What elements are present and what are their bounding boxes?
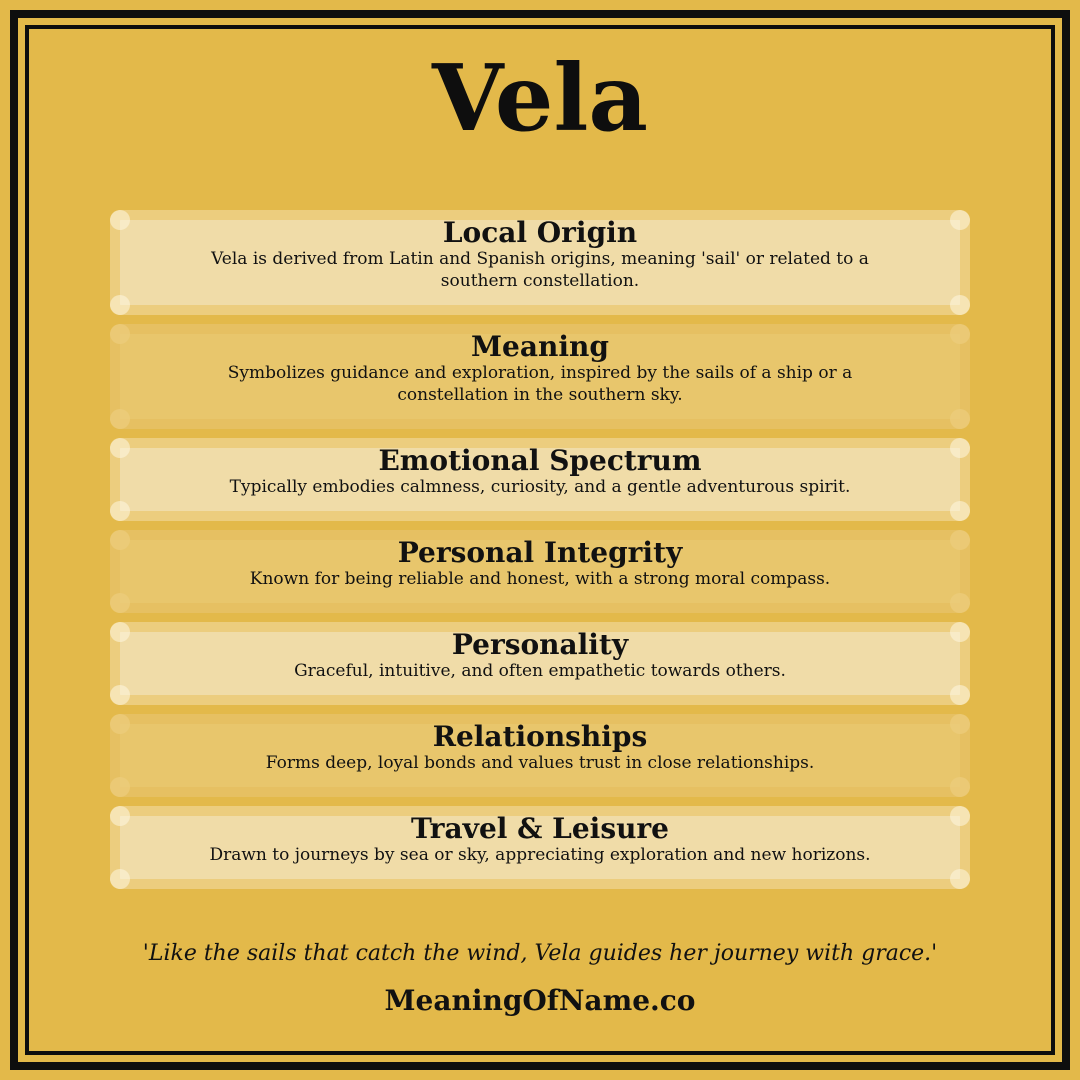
section-heading: Local Origin (442, 216, 638, 249)
page-title: Vela (431, 44, 649, 152)
corner-dot (950, 501, 970, 521)
corner-dot (110, 295, 130, 315)
section-text: Known for being reliable and honest, with a strong moral compass. (249, 569, 831, 589)
corner-dot (950, 777, 970, 797)
section-card-relationships (110, 714, 970, 797)
section-card-travel-leisure (110, 806, 970, 889)
site-name: MeaningOfName.co (384, 984, 696, 1017)
section-heading: Meaning (471, 330, 609, 363)
section-text: Symbolizes guidance and exploration, inspired by the sails of a ship or a constellation in the southern sky. (227, 363, 853, 405)
section-heading: Emotional Spectrum (378, 444, 702, 477)
section-text: Forms deep, loyal bonds and values trust in close relationships. (265, 753, 815, 773)
section-text: Typically embodies calmness, curiosity, and a gentle adventurous spirit. (229, 477, 851, 497)
section-text: Drawn to journeys by sea or sky, appreciating exploration and new horizons. (209, 845, 871, 865)
corner-dot (110, 501, 130, 521)
corner-dot (110, 409, 130, 429)
corner-dot (110, 685, 130, 705)
corner-dot (110, 593, 130, 613)
section-heading: Personal Integrity (397, 536, 683, 569)
section-card-local-origin (110, 210, 970, 315)
section-heading: Travel & Leisure (410, 812, 669, 845)
corner-dot (110, 777, 130, 797)
section-heading: Relationships (432, 720, 648, 753)
section-text: Vela is derived from Latin and Spanish origins, meaning 'sail' or related to a southern constellation. (211, 249, 869, 291)
quote: 'Like the sails that catch the wind, Vela guides her journey with grace.' (142, 941, 938, 966)
section-card-personal-integrity (110, 530, 970, 613)
corner-dot (950, 869, 970, 889)
section-heading: Personality (451, 628, 629, 661)
section-card-emotional-spectrum (110, 438, 970, 521)
corner-dot (950, 409, 970, 429)
section-card-meaning (110, 324, 970, 429)
corner-dot (950, 685, 970, 705)
section-text: Graceful, intuitive, and often empathetic towards others. (294, 661, 786, 681)
corner-dot (950, 593, 970, 613)
corner-dot (950, 295, 970, 315)
section-card-personality (110, 622, 970, 705)
corner-dot (110, 869, 130, 889)
